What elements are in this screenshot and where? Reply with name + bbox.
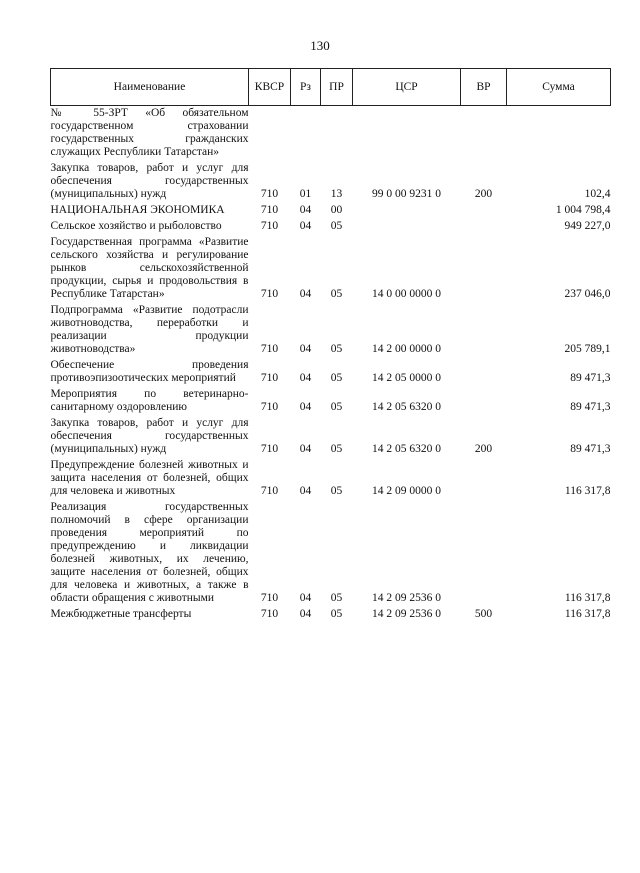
table-row (51, 303, 611, 358)
row-kvsr: 710 (260, 401, 279, 413)
row-csr: 14 2 09 2536 0 (372, 592, 441, 604)
row-sum: 116 317,8 (564, 592, 611, 604)
row-kvsr: 710 (260, 372, 279, 384)
row-csr: 14 2 09 0000 0 (372, 485, 441, 497)
row-kvsr: 710 (260, 592, 279, 604)
row-rz: 04 (299, 592, 312, 604)
row-pr: 05 (330, 343, 343, 355)
row-kvsr: 710 (260, 443, 279, 455)
row-pr: 05 (330, 288, 343, 300)
table-row (51, 458, 611, 500)
header-csr: ЦСР (353, 69, 461, 106)
row-kvsr: 710 (260, 220, 279, 232)
row-name: Подпрограмма «Развитие подотрасли животноводства, переработки и реализации продукции животноводства» (50, 304, 249, 355)
table-row (51, 106, 611, 162)
table-row (51, 161, 611, 203)
table-header-row (51, 69, 611, 106)
row-vr (461, 303, 507, 358)
row-vr: 200 (474, 188, 493, 200)
row-kvsr: 710 (260, 608, 279, 620)
row-pr: 05 (330, 372, 343, 384)
header-sum: Сумма (507, 69, 611, 106)
row-rz: 04 (299, 204, 312, 216)
row-sum: 949 227,0 (564, 220, 611, 232)
row-sum: 1 004 798,4 (555, 204, 611, 216)
table-row (51, 219, 611, 235)
row-rz: 04 (299, 372, 312, 384)
row-pr (321, 106, 353, 162)
row-kvsr: 710 (260, 343, 279, 355)
row-name: Предупреждение болезней животных и защита населения от болезней, общих для человека и животных (50, 459, 249, 497)
row-pr: 05 (330, 592, 343, 604)
budget-table (50, 68, 611, 623)
row-csr: 14 2 09 2536 0 (372, 608, 441, 620)
table-row (51, 235, 611, 303)
row-name: Закупка товаров, работ и услуг для обеспечения государственных (муниципальных) нужд (50, 162, 249, 200)
row-csr: 14 2 05 6320 0 (372, 401, 441, 413)
table-row (51, 607, 611, 623)
row-csr (353, 203, 461, 219)
row-csr (353, 106, 461, 162)
row-name: НАЦИОНАЛЬНАЯ ЭКОНОМИКА (50, 204, 225, 216)
row-csr: 99 0 00 9231 0 (372, 188, 441, 200)
row-rz: 04 (299, 401, 312, 413)
row-sum: 205 789,1 (564, 343, 611, 355)
table-row (51, 203, 611, 219)
row-name: № 55-ЗРТ «Об обязательном государственном страховании государственных гражданских служащих Республики Татарстан» (50, 107, 249, 158)
row-csr (353, 219, 461, 235)
row-vr (461, 219, 507, 235)
row-vr (461, 106, 507, 162)
row-vr: 500 (474, 608, 493, 620)
row-vr (461, 500, 507, 607)
row-vr (461, 203, 507, 219)
row-name: Межбюджетные трансферты (50, 608, 192, 620)
row-kvsr (249, 106, 291, 162)
row-sum: 89 471,3 (570, 372, 611, 384)
row-kvsr: 710 (260, 485, 279, 497)
row-pr: 13 (330, 188, 343, 200)
header-kvsr: КВСР (249, 69, 291, 106)
row-rz (291, 106, 321, 162)
row-pr: 05 (330, 443, 343, 455)
row-vr (461, 235, 507, 303)
row-vr (461, 458, 507, 500)
row-pr: 05 (330, 401, 343, 413)
row-name: Мероприятия по ветеринарно-санитарному оздоровлению (50, 388, 249, 413)
row-sum: 237 046,0 (564, 288, 611, 300)
table-row (51, 387, 611, 416)
row-kvsr: 710 (260, 204, 279, 216)
row-rz: 04 (299, 288, 312, 300)
row-sum: 89 471,3 (570, 443, 611, 455)
table-row (51, 500, 611, 607)
row-sum: 116 317,8 (564, 485, 611, 497)
row-csr: 14 2 00 0000 0 (372, 343, 441, 355)
header-pr: ПР (321, 69, 353, 106)
page-number: 130 (310, 38, 330, 53)
row-rz: 01 (299, 188, 312, 200)
row-vr: 200 (474, 443, 493, 455)
row-sum: 89 471,3 (570, 401, 611, 413)
row-rz: 04 (299, 220, 312, 232)
row-pr: 05 (330, 485, 343, 497)
row-vr (461, 358, 507, 387)
row-kvsr: 710 (260, 188, 279, 200)
row-pr: 00 (330, 204, 343, 216)
table-row (51, 358, 611, 387)
row-sum (507, 106, 611, 162)
header-name: Наименование (51, 69, 249, 106)
row-csr: 14 0 00 0000 0 (372, 288, 441, 300)
header-vr: ВР (461, 69, 507, 106)
row-csr: 14 2 05 0000 0 (372, 372, 441, 384)
row-rz: 04 (299, 485, 312, 497)
row-csr: 14 2 05 6320 0 (372, 443, 441, 455)
row-pr: 05 (330, 608, 343, 620)
row-name: Обеспечение проведения противоэпизоотических мероприятий (50, 359, 249, 384)
row-rz: 04 (299, 343, 312, 355)
header-rz: Рз (291, 69, 321, 106)
row-sum: 116 317,8 (564, 608, 611, 620)
row-rz: 04 (299, 608, 312, 620)
row-name: Закупка товаров, работ и услуг для обеспечения государственных (муниципальных) нужд (50, 417, 249, 455)
row-name: Государственная программа «Развитие сельского хозяйства и регулирование рынков сельскохозяйственной продукции, сырья и продовольствия в Республике Татарстан» (50, 236, 249, 300)
table-row (51, 416, 611, 458)
row-rz: 04 (299, 443, 312, 455)
row-kvsr: 710 (260, 288, 279, 300)
row-name: Реализация государственных полномочий в сфере организации проведения мероприятий по предупреждению и ликвидации болезней животных, их лечению, защите населения от болезней, общих для человека и животных, а также в области обращения с животными (50, 501, 249, 604)
row-sum: 102,4 (584, 188, 611, 200)
row-vr (461, 387, 507, 416)
row-name: Сельское хозяйство и рыболовство (50, 220, 222, 232)
row-pr: 05 (330, 220, 343, 232)
